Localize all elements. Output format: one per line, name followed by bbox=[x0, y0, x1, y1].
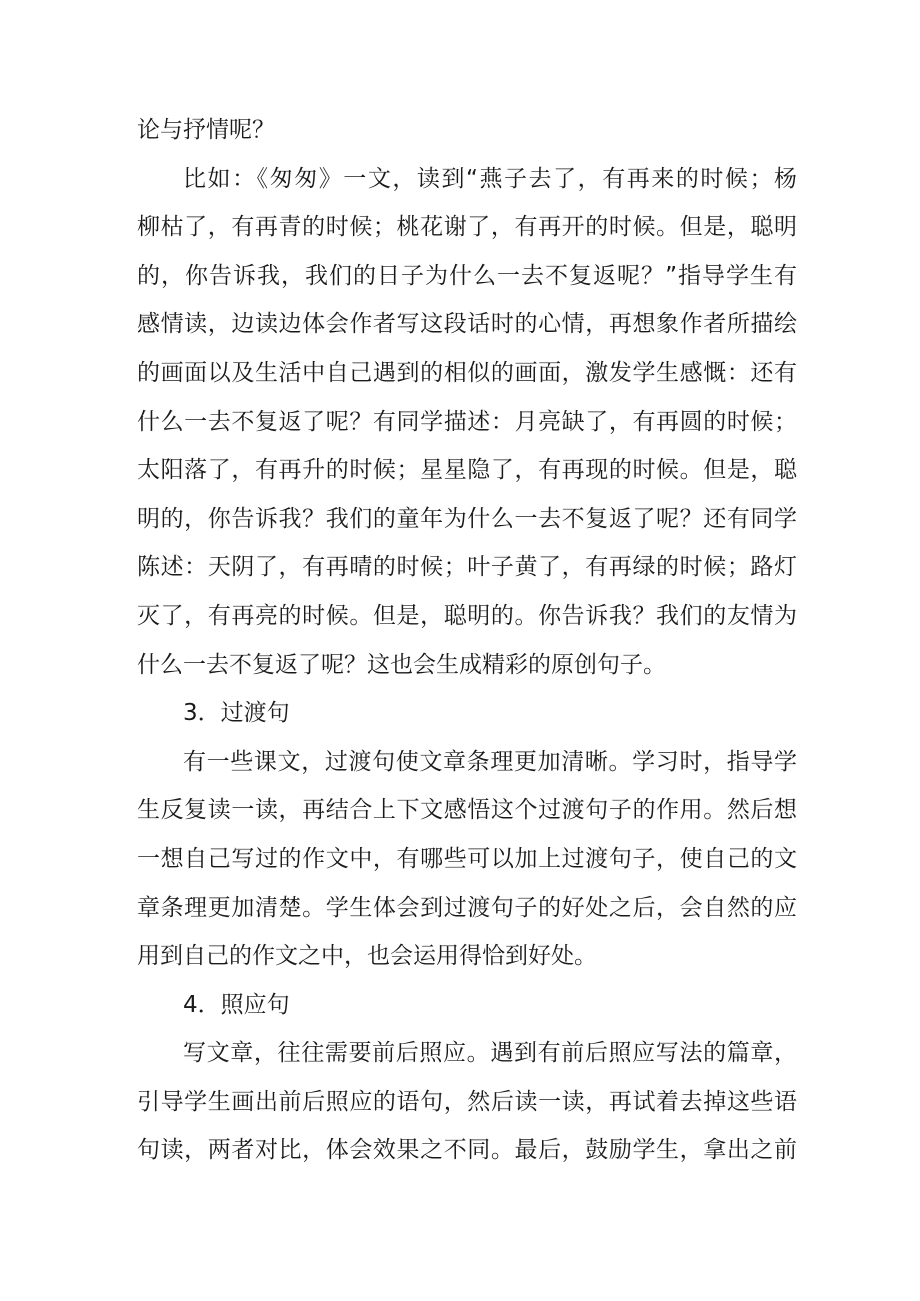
text-line: 生反复读一读，再结合上下文感悟这个过渡句子的作用。然后想 bbox=[137, 797, 797, 824]
text-line: 的，你告诉我，我们的日子为什么一去不复返呢？”指导学生有 bbox=[137, 262, 797, 289]
text-line: 明的，你告诉我？我们的童年为什么一去不复返了呢？还有同学 bbox=[137, 505, 797, 532]
text-line: 有一些课文，过渡句使文章条理更加清晰。学习时，指导学 bbox=[183, 748, 797, 775]
document-body bbox=[137, 106, 797, 1175]
text-line: 柳枯了，有再青的时候；桃花谢了，有再开的时候。但是，聪明 bbox=[137, 214, 797, 241]
text-line: 的画面以及生活中自己遇到的相似的画面，激发学生感慨：还有 bbox=[137, 359, 797, 386]
text-line: 一想自己写过的作文中，有哪些可以加上过渡句子，使自己的文 bbox=[137, 845, 797, 872]
text-line: 感情读，边读边体会作者写这段话时的心情，再想象作者所描绘 bbox=[137, 311, 797, 338]
text-line: 比如：《匆匆》一文，读到“燕子去了，有再来的时候；杨 bbox=[183, 165, 797, 192]
text-line: 什么一去不复返了呢？这也会生成精彩的原创句子。 bbox=[137, 651, 666, 678]
text-line: 章条理更加清楚。学生体会到过渡句子的好处之后，会自然的应 bbox=[137, 894, 797, 921]
text-line: 3．过渡句 bbox=[183, 700, 290, 727]
text-line: 陈述：天阴了，有再晴的时候；叶子黄了，有再绿的时候；路灯 bbox=[137, 554, 797, 581]
text-line: 用到自己的作文之中，也会运用得恰到好处。 bbox=[137, 943, 597, 970]
text-line: 灭了，有再亮的时候。但是，聪明的。你告诉我？我们的友情为 bbox=[137, 602, 797, 629]
text-line: 论与抒情呢？ bbox=[137, 117, 275, 143]
text-line: 引导学生画出前后照应的语句，然后读一读，再试着去掉这些语 bbox=[137, 1088, 797, 1115]
text-line: 什么一去不复返了呢？有同学描述：月亮缺了，有再圆的时候； bbox=[137, 408, 797, 435]
text-line: 写文章，往往需要前后照应。遇到有前后照应写法的篇章， bbox=[183, 1040, 797, 1067]
text-line: 句读，两者对比，体会效果之不同。最后，鼓励学生，拿出之前 bbox=[137, 1137, 797, 1164]
text-line: 太阳落了，有再升的时候；星星隐了，有再现的时候。但是，聪 bbox=[137, 457, 797, 484]
text-line: 4．照应句 bbox=[183, 991, 290, 1018]
